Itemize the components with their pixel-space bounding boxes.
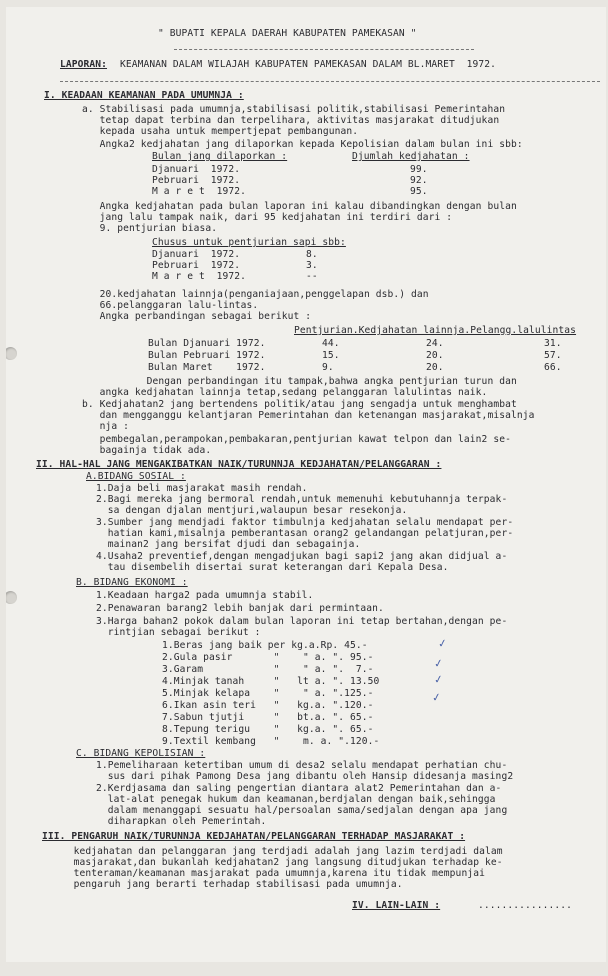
table1-month: Pebruari 1972. <box>152 175 241 186</box>
table3-cell: 31. <box>544 338 562 349</box>
report-label: LAPORAN: <box>60 59 108 70</box>
text-line: jang lalu tampak naik, dari 95 kedjahatan ini terdiri dari : <box>82 212 453 223</box>
text-line: 4.Usaha2 preventief,dengan mengadjukan bagi sapi2 jang akan didjual a- <box>96 551 508 562</box>
section-2-heading: II. HAL-HAL JANG MENGAKIBATKAN NAIK/TURUNNJA KEDJAHATAN/PELANGGARAN : <box>36 459 442 470</box>
price-item: 2.Gula pasir " " a. ". 95.- <box>162 652 374 663</box>
punch-hole <box>6 347 17 360</box>
price-item: 6.Ikan asin teri " kg.a. ".120.- <box>162 700 374 711</box>
text-line: tau disembelih disertai surat keterangan dari Kepala Desa. <box>96 562 449 573</box>
report-separator <box>60 81 600 82</box>
table3-month: Bulan Djanuari 1972. <box>148 338 266 349</box>
text-line: hatian kami,misalnja pemberantasan orang2 gelandangan pelatjuran,per- <box>96 528 514 539</box>
punch-hole <box>6 591 17 604</box>
price-item: 4.Minjak tanah " lt a. ". 13.50 <box>162 676 380 687</box>
table3-cell: 66. <box>544 362 562 373</box>
title-underline <box>174 49 474 50</box>
table3-cell: 20. <box>426 362 444 373</box>
table1-month: M a r e t 1972. <box>152 186 247 197</box>
text-line: 2.Penawaran barang2 lebih banjak dari permintaan. <box>96 603 384 614</box>
check-mark-icon: ✓ <box>432 656 445 671</box>
text-line: dan mengganggu kelantjaran Pemerintahan dan ketenangan masjarakat,misalnja <box>82 410 535 421</box>
text-line: mainan2 jang bersifat djudi dan sebagainja. <box>96 539 361 550</box>
table3-cell: 57. <box>544 350 562 361</box>
text-line: 2.Kerdjasama dan saling pengertian diantara alat2 Pemerintahan dan a- <box>96 783 502 794</box>
text-line: 20.kedjahatan lainnja(penganiajaan,penggelapan dsb.) dan <box>82 289 429 300</box>
text-line: bagainja tidak ada. <box>82 445 212 456</box>
table2-month: Pebruari 1972. <box>152 260 241 271</box>
table3-cell: 24. <box>426 338 444 349</box>
check-mark-icon: ✓ <box>436 636 449 651</box>
table2-heading: Chusus untuk pentjurian sapi sbb: <box>152 237 346 248</box>
text-line: 2.Bagi mereka jang bermoral rendah,untuk memenuhi kebutuhannja terpak- <box>96 494 508 505</box>
text-line: diharapkan oleh Pemerintah. <box>96 816 267 827</box>
text-line: sa dengan djalan mentjuri,walaupun besar resekonja. <box>96 505 408 516</box>
text-line: 1.Pemeliharaan ketertiban umum di desa2 selalu mendapat perhatian chu- <box>96 760 508 771</box>
text-line: Dengan perbandingan itu tampak,bahwa angka pentjurian turun dan <box>82 376 517 387</box>
table2-value: 8. <box>306 249 318 260</box>
table3-header: Pentjurian.Kedjahatan lainnja.Pelangg.lalulintas <box>294 325 577 336</box>
text-line: 1.Daja beli masjarakat masih rendah. <box>96 483 308 494</box>
table3-cell: 15. <box>322 350 340 361</box>
table1-col-month: Bulan jang dilaporkan : <box>152 151 288 162</box>
document-title: " BUPATI KEPALA DAERAH KABUPATEN PAMEKASAN " <box>158 28 417 39</box>
text-line: a. Stabilisasi pada umumnja,stabilisasi politik,stabilisasi Pemerintahan <box>82 104 506 115</box>
table2-month: Djanuari 1972. <box>152 249 241 260</box>
table2-month: M a r e t 1972. <box>152 271 247 282</box>
text-line: pengaruh jang berarti terhadap stabilisasi pada umumnja. <box>56 879 403 890</box>
table1-value: 95. <box>410 186 428 197</box>
table1-month: Djanuari 1972. <box>152 164 241 175</box>
report-subject: KEAMANAN DALAM WILAJAH KABUPATEN PAMEKASAN DALAM BL.MARET 1972. <box>120 59 497 70</box>
price-item: 3.Garam " " a. ". 7.- <box>162 664 374 675</box>
text-line: nja : <box>82 421 130 432</box>
text-line: angka kedjahatan lainnja tetap,sedang pelanggaran lalulintas naik. <box>82 387 488 398</box>
text-line: kedjahatan dan pelanggaran jang terdjadi adalah jang lazim terdjadi dalam <box>56 846 503 857</box>
text-line: rintjian sebagai berikut : <box>96 627 261 638</box>
check-mark-icon: ✓ <box>430 690 443 705</box>
price-item: 5.Minjak kelapa " " a. ".125.- <box>162 688 374 699</box>
text-line: Angka perbandingan sebagai berikut : <box>82 311 312 322</box>
price-item: 9.Textil kembang " m. a. ".120.- <box>162 736 380 747</box>
table3-cell: 9. <box>322 362 334 373</box>
text-line: 9. pentjurian biasa. <box>82 223 218 234</box>
text-line: pembegalan,perampokan,pembakaran,pentjurian kawat telpon dan lain2 se- <box>82 434 511 445</box>
text-line: masjarakat,dan bukanlah kedjahatan2 jang langsung ditudjukan terhadap ke- <box>56 857 503 868</box>
text-line: kepada usaha untuk mempertjepat pembangunan. <box>82 126 359 137</box>
table2-value: -- <box>306 271 318 282</box>
text-line: lat-alat penegak hukum dan keamanan,berdjalan dengan baik,sehingga <box>96 794 496 805</box>
section-1-heading: I. KEADAAN KEAMANAN PADA UMUMNJA : <box>44 90 244 101</box>
table3-month: Bulan Pebruari 1972. <box>148 350 266 361</box>
text-line: 66.pelanggaran lalu-lintas. <box>82 300 259 311</box>
subsection-heading: B. BIDANG EKONOMI : <box>76 577 188 588</box>
text-line: 3.Harga bahan2 pokok dalam bulan laporan ini tetap bertahan,dengan pe- <box>96 616 508 627</box>
document-page <box>6 7 606 962</box>
table3-month: Bulan Maret 1972. <box>148 362 266 373</box>
table1-value: 92. <box>410 175 428 186</box>
price-item: 1.Beras jang baik per kg.a.Rp. 45.- <box>162 640 368 651</box>
table1-value: 99. <box>410 164 428 175</box>
text-line: b. Kedjahatan2 jang bertendens politik/atau jang sengadja untuk menghambat <box>82 399 517 410</box>
text-line: sus dari pihak Pamong Desa jang dibantu oleh Hansip didesanja masing2 <box>96 771 514 782</box>
text-line: tenteraman/keamanan masjarakat pada umumnja,karena itu tidak mempunjai <box>56 868 485 879</box>
section-3-heading: III. PENGARUH NAIK/TURUNNJA KEDJAHATAN/PELANGGARAN TERHADAP MASJARAKAT : <box>42 831 466 842</box>
blank-dots: ................ <box>478 900 573 911</box>
price-item: 7.Sabun tjutji " bt.a. ". 65.- <box>162 712 374 723</box>
subsection-heading: C. BIDANG KEPOLISIAN : <box>76 748 206 759</box>
text-line: dalam menanggapi sesuatu hal/persoalan sama/sedjalan dengan apa jang <box>96 805 508 816</box>
check-mark-icon: ✓ <box>432 672 445 687</box>
table2-value: 3. <box>306 260 318 271</box>
price-item: 8.Tepung terigu " kg.a. ". 65.- <box>162 724 374 735</box>
section-4-heading: IV. LAIN-LAIN : <box>352 900 441 911</box>
text-line: Angka kedjahatan pada bulan laporan ini kalau dibandingkan dengan bulan <box>82 201 517 212</box>
text-line: 3.Sumber jang mendjadi faktor timbulnja kedjahatan selalu mendapat per- <box>96 517 514 528</box>
table3-cell: 20. <box>426 350 444 361</box>
table1-col-count: Djumlah kedjahatan : <box>352 151 470 162</box>
text-line: tetap dapat terbina dan terpelihara, aktivitas masjarakat ditudjukan <box>82 115 500 126</box>
text-line: Angka2 kedjahatan jang dilaporkan kepada Kepolisian dalam bulan ini sbb: <box>82 139 523 150</box>
table3-cell: 44. <box>322 338 340 349</box>
text-line: 1.Keadaan harga2 pada umumnja stabil. <box>96 590 314 601</box>
subsection-heading: A.BIDANG SOSIAL : <box>86 471 186 482</box>
